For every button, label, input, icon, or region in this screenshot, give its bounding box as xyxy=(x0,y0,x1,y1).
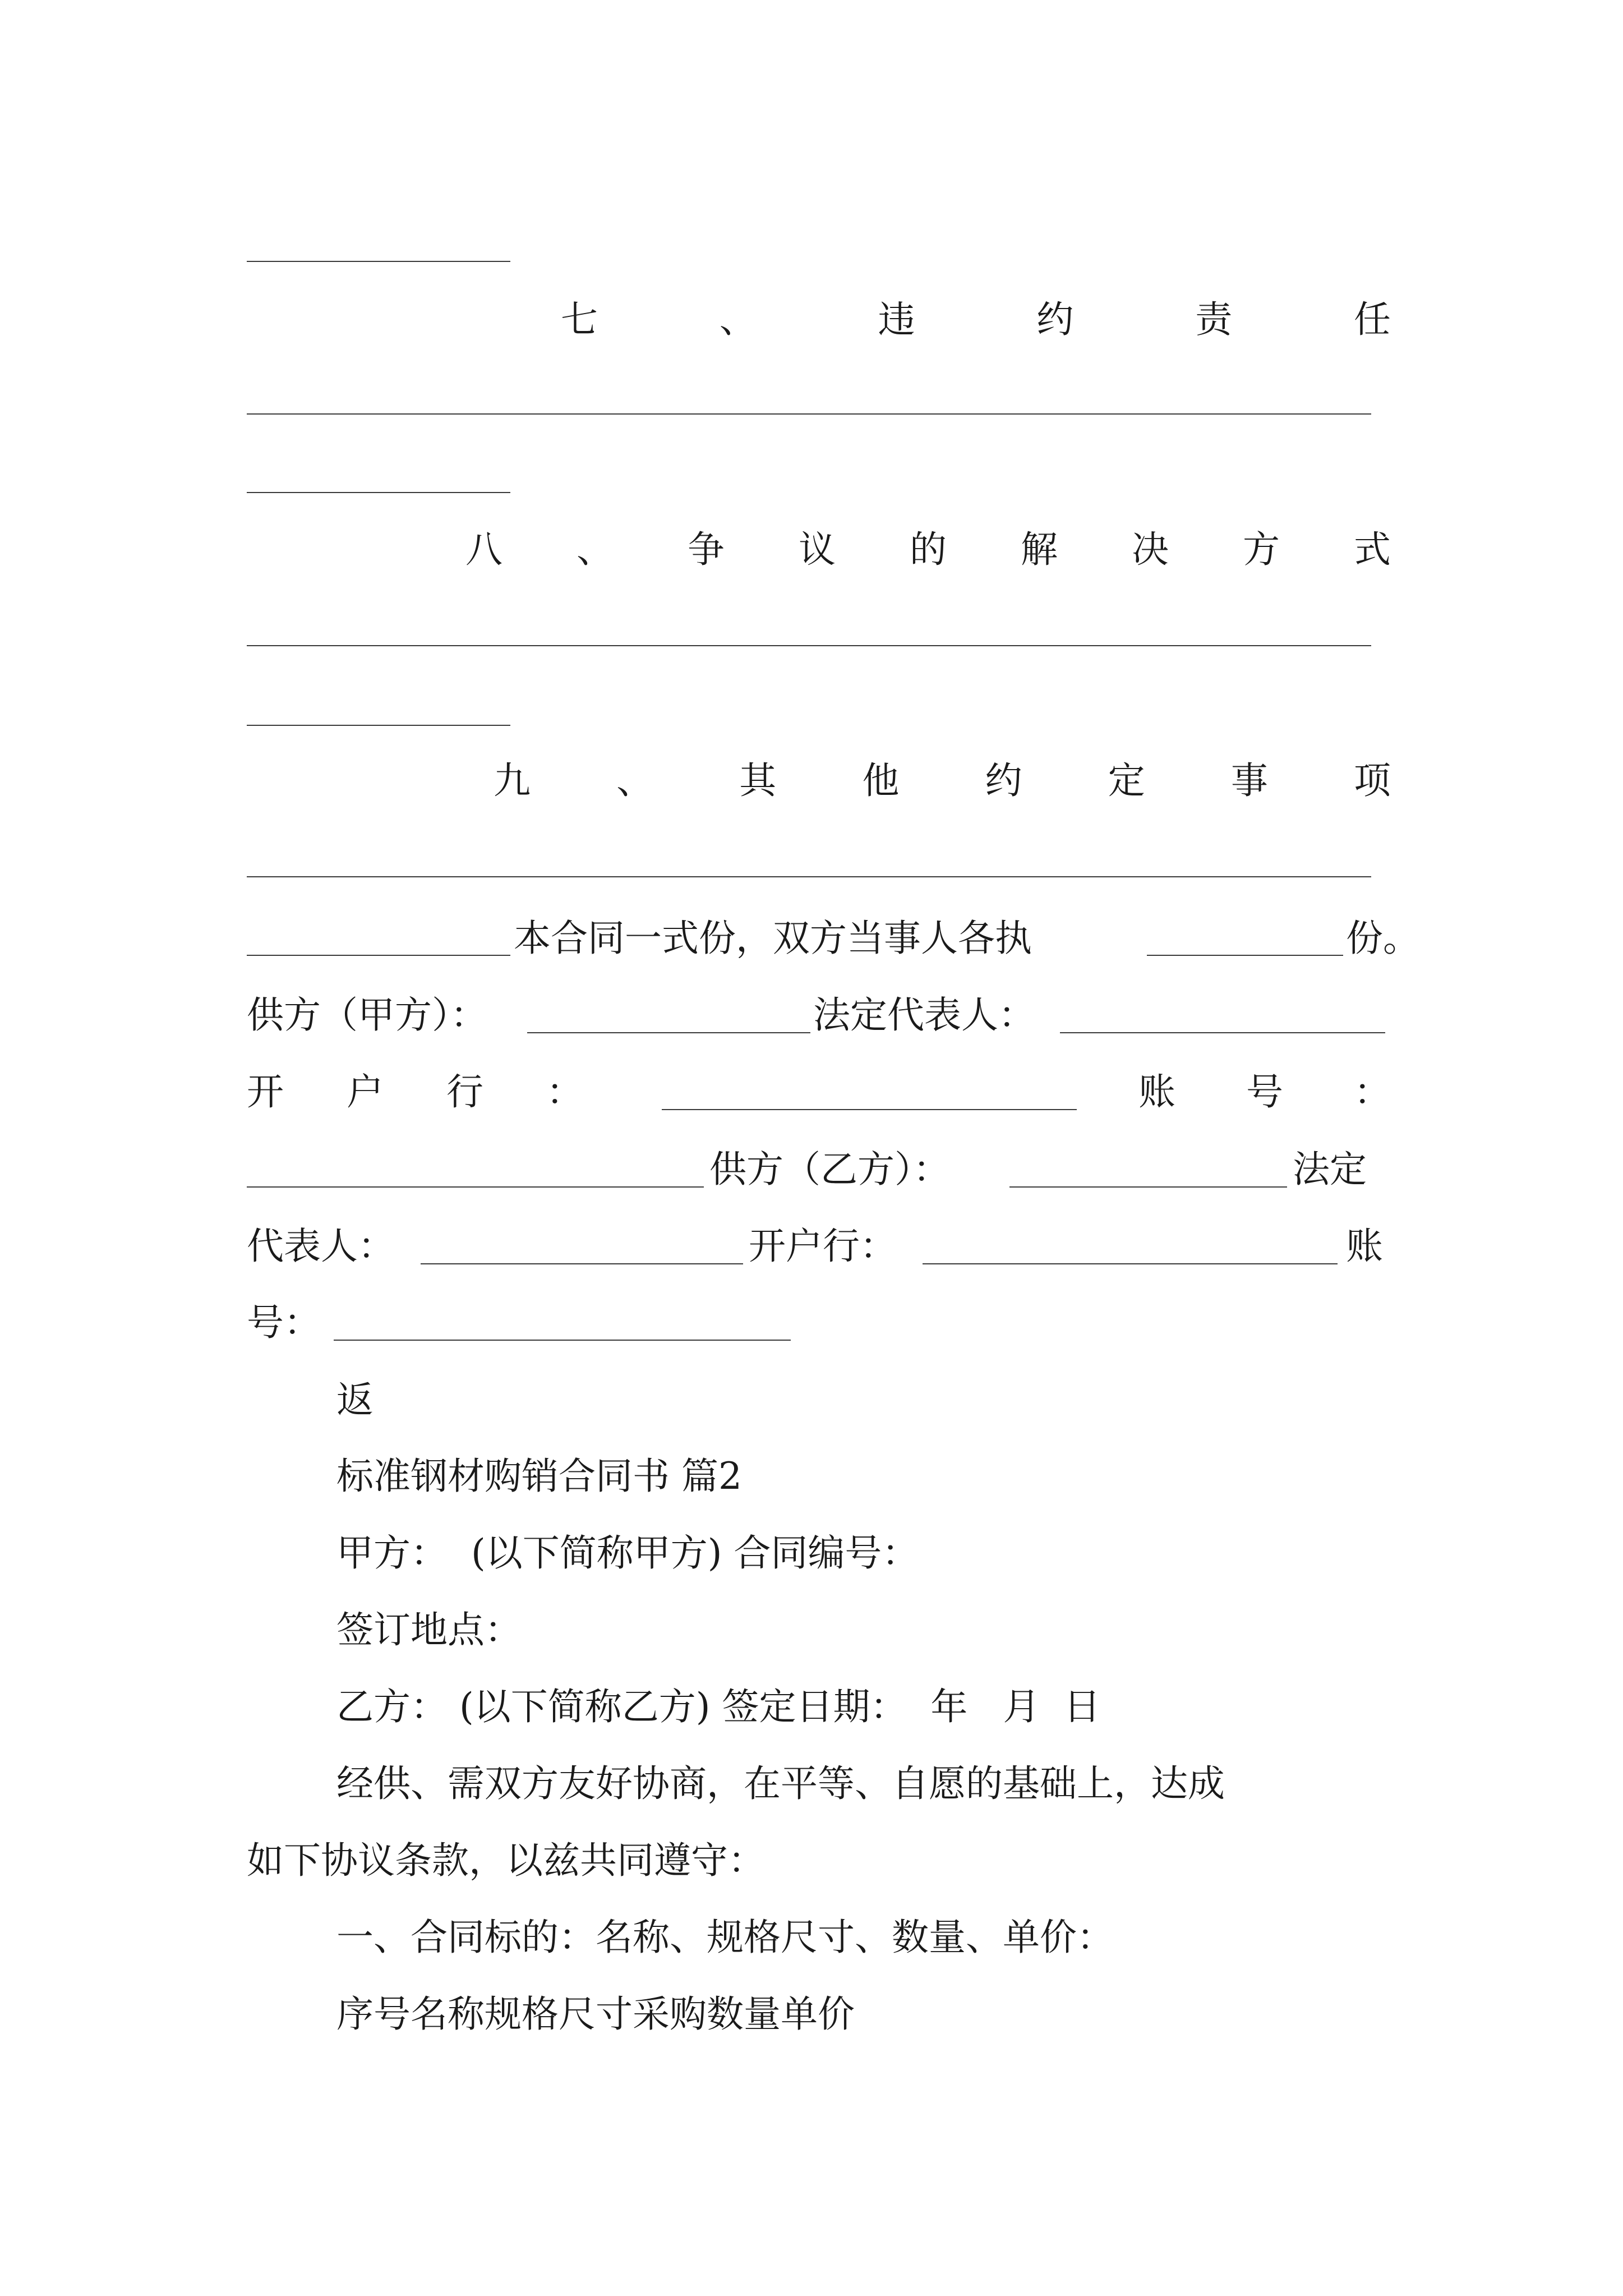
heading-char: 争 xyxy=(688,528,725,571)
label-char: 开 xyxy=(247,1070,284,1114)
party-b-bank-label: 开户行： xyxy=(749,1225,897,1268)
heading-char: 事 xyxy=(1230,759,1268,802)
heading-char: 式 xyxy=(1354,528,1391,571)
heading-char: 的 xyxy=(910,528,947,571)
label-char: 行 xyxy=(446,1070,483,1114)
party-b-name-field xyxy=(1009,1186,1287,1188)
heading-char: 九 xyxy=(494,759,531,802)
party-a-account-label xyxy=(1138,1070,1391,1115)
party-b-rep-label-a: 法定 xyxy=(1293,1148,1367,1191)
doc2-clause-1: 一、合同标的：名称、规格尺寸、数量、单价： xyxy=(336,1916,1114,1959)
heading-char: 、 xyxy=(719,298,757,341)
party-a-name-field xyxy=(527,1032,810,1033)
copies-text: 本合同一式份，双方当事人各执 xyxy=(514,917,1032,960)
heading-char: 、 xyxy=(577,528,614,571)
doc2-table-header: 序号名称规格尺寸采购数量单价 xyxy=(336,1993,855,2036)
party-b-rep-label-b: 代表人： xyxy=(247,1225,395,1268)
party-a-label: 供方（甲方）： xyxy=(247,993,487,1037)
party-a-account-field xyxy=(247,1186,704,1188)
label-char: 号 xyxy=(1246,1070,1283,1114)
blank-line xyxy=(247,955,510,956)
label-char: ： xyxy=(546,1070,583,1114)
doc2-sign-place: 签订地点： xyxy=(336,1608,522,1651)
heading-char: 他 xyxy=(862,759,900,802)
heading-char: 八 xyxy=(465,528,502,571)
party-a-bank-label xyxy=(247,1070,583,1115)
party-b-bank-field xyxy=(923,1263,1338,1264)
party-b-rep-field xyxy=(421,1263,743,1264)
party-b-account-label-b: 号： xyxy=(247,1301,321,1344)
blank-line xyxy=(247,645,1371,646)
heading-char: 约 xyxy=(985,759,1022,802)
party-a-bank-field xyxy=(662,1109,1077,1110)
label-char: 账 xyxy=(1138,1070,1175,1114)
label-char: 户 xyxy=(347,1070,384,1114)
section-7-heading xyxy=(561,297,1391,342)
heading-char: 方 xyxy=(1243,528,1280,571)
blank-line xyxy=(1147,955,1343,956)
blank-line xyxy=(247,492,510,493)
doc2-party-b-line: 乙方： (以下简称乙方) 签定日期： 年 月 日 xyxy=(336,1685,1101,1728)
heading-char: 约 xyxy=(1036,298,1074,341)
blank-line xyxy=(247,413,1371,415)
party-b-label: 供方（乙方）： xyxy=(709,1148,950,1191)
return-text: 返 xyxy=(336,1378,374,1421)
heading-char: 、 xyxy=(616,759,654,802)
heading-char: 其 xyxy=(739,759,777,802)
heading-char: 任 xyxy=(1353,298,1391,341)
doc2-party-a-line: 甲方： (以下简称甲方) 合同编号： xyxy=(336,1531,919,1575)
blank-line xyxy=(247,876,1371,877)
heading-char: 议 xyxy=(799,528,836,571)
section-9-heading xyxy=(494,758,1391,803)
heading-char: 解 xyxy=(1021,528,1058,571)
party-a-rep-field xyxy=(1060,1032,1385,1033)
doc2-title: 标准钢材购销合同书 篇2 xyxy=(336,1455,742,1498)
heading-char: 责 xyxy=(1195,298,1233,341)
copies-suffix: 份。 xyxy=(1346,917,1420,960)
label-char: ： xyxy=(1354,1070,1391,1114)
doc2-intro-line-1: 经供、需双方友好协商，在平等、自愿的基础上，达成 xyxy=(336,1762,1225,1805)
heading-char: 违 xyxy=(878,298,915,341)
heading-char: 定 xyxy=(1108,759,1145,802)
heading-char: 七 xyxy=(561,298,598,341)
blank-line xyxy=(247,261,510,262)
heading-char: 项 xyxy=(1353,759,1391,802)
doc2-intro-line-2: 如下协议条款，以兹共同遵守： xyxy=(247,1839,765,1882)
blank-line xyxy=(247,725,510,726)
party-a-rep-label: 法定代表人： xyxy=(813,993,1035,1037)
section-8-heading xyxy=(465,527,1391,572)
party-b-account-field xyxy=(334,1340,791,1341)
heading-char: 决 xyxy=(1132,528,1169,571)
party-b-account-label-a: 账 xyxy=(1346,1225,1383,1268)
